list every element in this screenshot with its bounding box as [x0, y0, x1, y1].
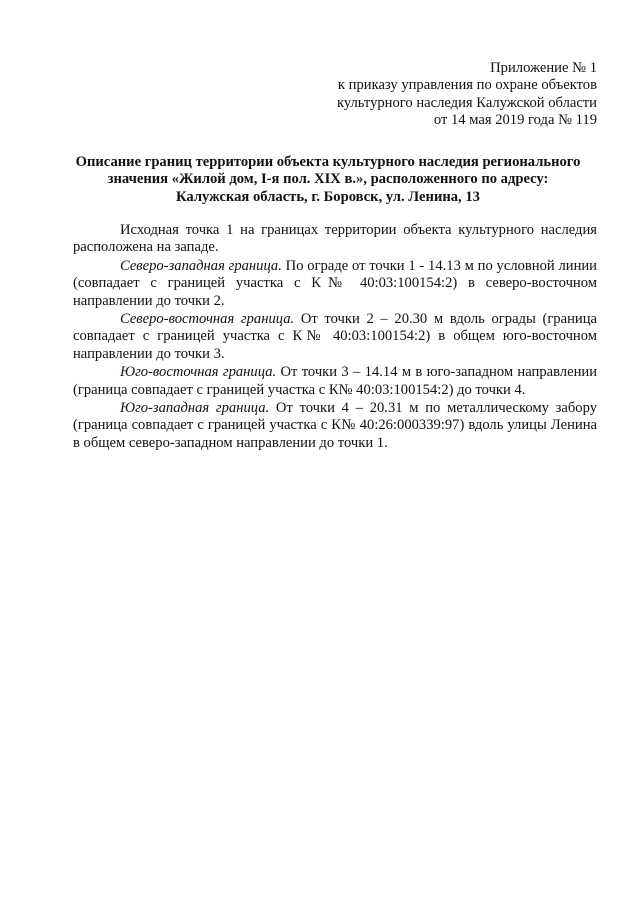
appendix-header — [277, 60, 597, 130]
appendix-date-line: от 14 мая 2019 года № 119 — [433, 112, 597, 129]
paragraph-text: По ограде от точки 1 - 14.13 м по условной линии (совпадает с границей участка с К№ 40:03:100154:2) в северо-восточном направлении до точки 2. — [73, 257, 597, 309]
paragraph-northeast-border — [73, 311, 597, 363]
paragraph-text: От точки 2 – 20.30 м вдоль ограды (граница совпадает с границей участка с К№ 40:03:100154:2) в общем юго-восточном направлении до точки 3. — [73, 311, 597, 362]
appendix-number: Приложение № 1 — [490, 60, 597, 76]
paragraph-northwest-border — [73, 258, 597, 310]
document-body — [73, 222, 597, 453]
title-line-1: Описание границ территории объекта культурного наследия регионального — [75, 154, 581, 170]
title-line-2: значения «Жилой дом, I-я пол. XIX в.», расположенного по адресу: — [107, 171, 549, 188]
title-line-3: Калужская область, г. Боровск, ул. Ленина, 13 — [176, 188, 480, 205]
paragraph-southwest-border — [73, 400, 597, 452]
paragraph-start-point — [73, 222, 597, 257]
paragraph-lead: Юго-восточная граница. — [120, 364, 277, 381]
paragraph-text: От точки 4 – 20.31 м по металлическому забору (граница совпадает с границей участка с К№ 40:26:000339:97) вдоль улицы Ленина в общем северо-западном направлении до точки 1. — [73, 400, 597, 451]
paragraph-lead: Юго-западная граница. — [120, 400, 270, 417]
document-title — [60, 154, 596, 206]
appendix-authority-line: культурного наследия Калужской области — [336, 94, 597, 111]
appendix-order-line: к приказу управления по охране объектов — [337, 77, 597, 94]
paragraph-lead: Северо-восточная граница. — [120, 311, 295, 328]
paragraph-text: От точки 3 – 14.14 м в юго-западном направлении (граница совпадает с границей участка с К№ 40:03:100154:2) до точки 4. — [73, 364, 598, 398]
paragraph-text: Исходная точка 1 на границах территории объекта культурного наследия расположена на западе. — [73, 222, 597, 256]
paragraph-lead: Северо-западная граница. — [120, 257, 282, 274]
paragraph-southeast-border — [73, 364, 597, 399]
